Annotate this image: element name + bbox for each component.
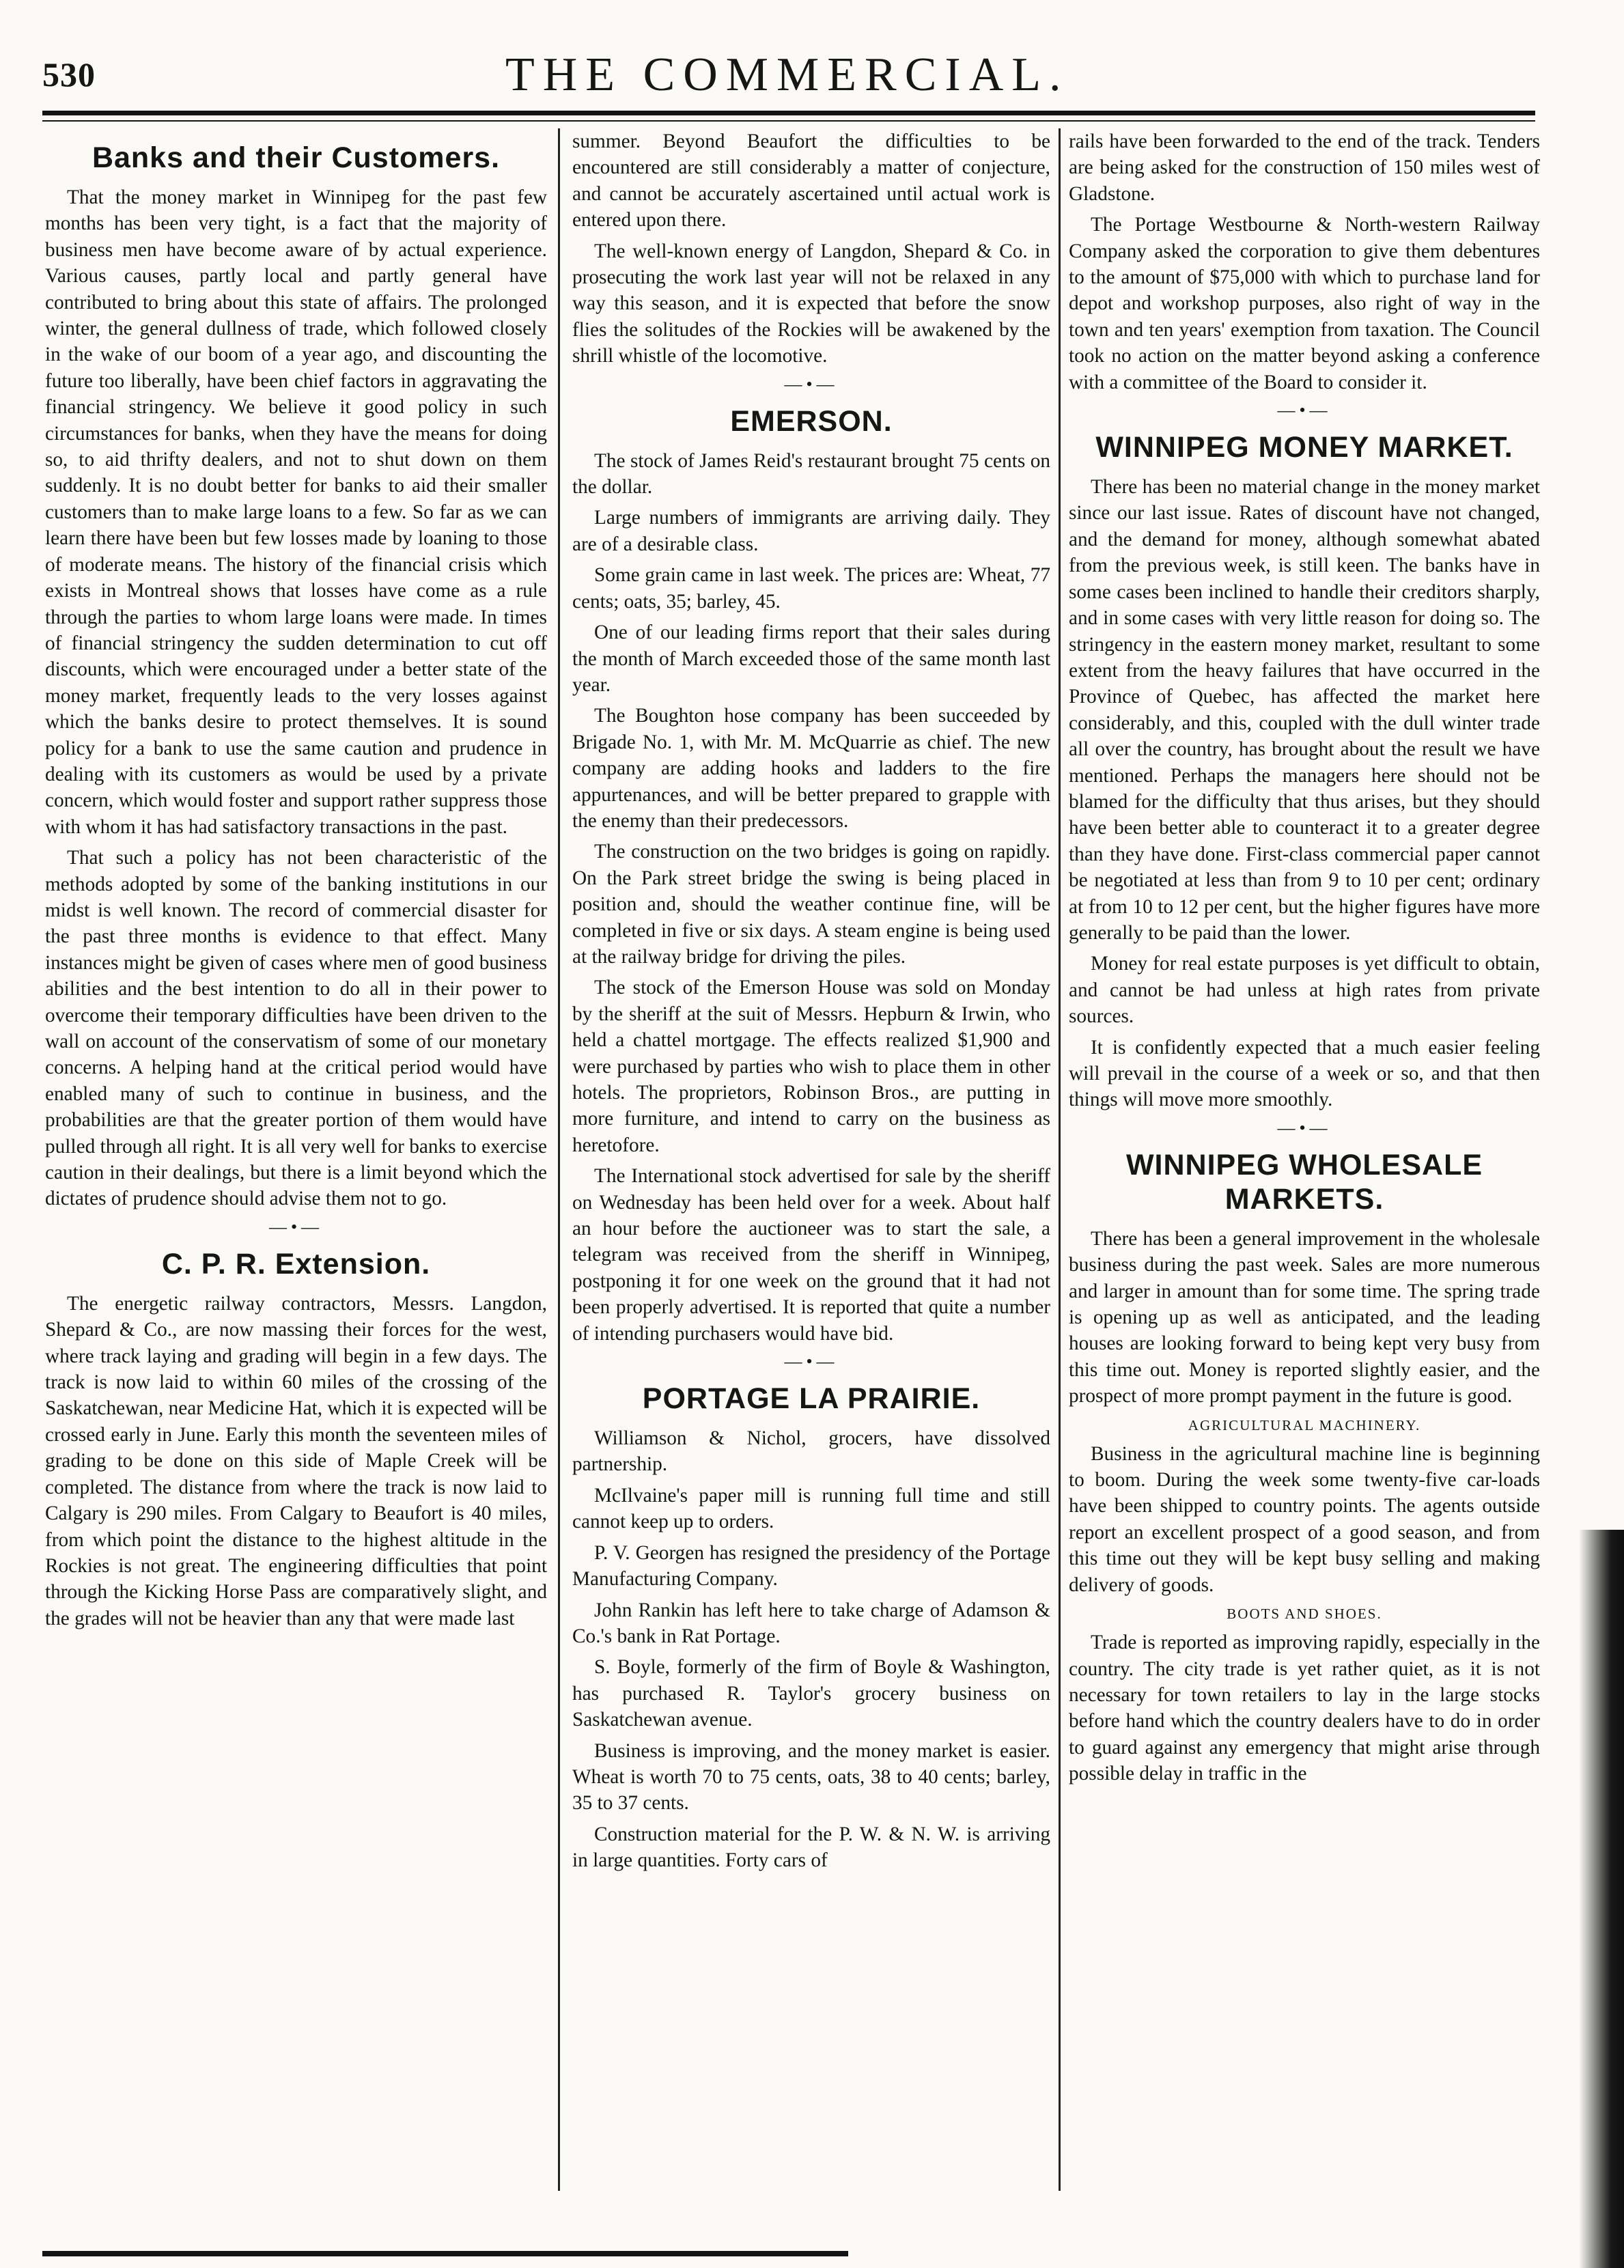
section-ornament: —•— [784,374,839,394]
section-ornament: —•— [784,1352,839,1372]
article-heading: C. P. R. Extension. [161,1247,431,1280]
continued-paragraph: summer. Beyond Beaufort the difficulties to be encountered are still considerably a matter of conjecture, and cannot be accurately ascertained until actual work is entered upon there. [572,130,1050,232]
paragraph: P. V. Georgen has resigned the presidency of the Portage Manufacturing Company. [572,1541,1050,1591]
masthead-title: THE COMMERCIAL. [505,48,1069,101]
paragraph: Construction material for the P. W. & N. W. is arriving in large quantities. Forty cars of [572,1823,1050,1872]
column-1 [45,128,547,2218]
paragraph: The stock of James Reid's restaurant brought 75 cents on the dollar. [572,449,1050,499]
paragraph: It is confidently expected that a much easier feeling will prevail in the course of a week or so, and that then things will move more smoothly. [1069,1036,1540,1111]
paragraph: John Rankin has left here to take charge of Adamson & Co.'s bank in Rat Portage. [572,1599,1050,1647]
page-number: 530 [42,55,96,94]
header-rule [42,111,1535,115]
column-3 [1069,128,1540,2218]
article-heading: Banks and their Customers. [92,141,501,174]
article-heading: WINNIPEG WHOLESALE MARKETS. [1125,1148,1483,1216]
continued-paragraph: rails have been forwarded to the end of the track. Tenders are being asked for the construction of 150 miles west of Gladstone. [1069,130,1540,205]
column-divider [558,128,560,2191]
section-ornament: —•— [1277,1117,1332,1138]
paragraph: Williamson & Nichol, grocers, have dissolved partnership. [572,1427,1050,1476]
paragraph: There has been a general improvement in the wholesale business during the past week. Sales are more numerous and larger in amount than for some time. The spring trade is opening up as well as anticipated, and the leading houses are looking forward to being kept very busy from this time out. Money is reported slightly easier, and the prospect of more prompt payment in the future is good. [1069,1227,1540,1408]
paragraph: There has been no material change in the money market since our last issue. Rates of discount have not changed, and the demand for money, although somewhat abated from the previous week, is still keen. The banks have in some cases been inclined to handle their creditors sharply, and in some cases with very little reason for doing so. The stringency in the eastern money market, resultant to some extent from the heavy failures that have occurred in the Province of Quebec, has affected the market here considerably, and this, coupled with the dull winter trade all over the country, has brought about the result we have mentioned. Perhaps the managers here should not be blamed for the difficulty that thus arises, but they should have been better able to counteract it to a greater degree than they have done. First-class commercial paper cannot be negotiated at less than from 9 to 10 per cent; ordinary at from 10 to 12 per cent, but the higher figures have more generally to be paid than the lower. [1069,476,1540,944]
footer-rule [42,2251,848,2256]
header-rule-thin [42,120,1535,122]
subsection-heading: AGRICULTURAL MACHINERY. [1188,1416,1421,1433]
paragraph: S. Boyle, formerly of the firm of Boyle & Washington, has purchased R. Taylor's grocery business on Saskatchewan avenue. [572,1656,1050,1731]
column-divider [1059,128,1061,2191]
paragraph: Large numbers of immigrants are arriving daily. They are of a desirable class. [572,507,1050,555]
section-ornament: —•— [1277,400,1332,421]
paragraph: The energetic railway contractors, Messrs. Langdon, Shepard & Co., are now massing their forces for the west, where track laying and grading will begin in a few days. The track is now laid to within 60 miles of the crossing of the Saskatchewan, near Medicine Hat, which it is expected will be crossed early in June. Early this month the seventeen miles of grading to be done on this side of Maple Creek will be completed. The distance from where the track is now laid to Calgary is 290 miles. From Calgary to Beaufort is 40 miles, from which point the distance to the highest altitude in the Rockies is not great. The engineering difficulties that point through the Kicking Horse Pass are comparatively slight, and the grades will not be heavier than any that were made last [45,1292,547,1629]
paragraph: One of our leading firms report that their sales during the month of March exceeded those of the same month last year. [572,621,1050,696]
paragraph: Money for real estate purposes is yet difficult to obtain, and cannot be had unless at high rates from private sources. [1069,953,1540,1028]
paragraph: That the money market in Winnipeg for the past few months has been very tight, is a fact that the majority of business men have become aware of by actual experience. Various causes, partly local and partly general have contributed to bring about this state of affairs. The prolonged winter, the general dullness of trade, which followed closely in the wake of our boom of a year ago, and discounting the future too liberally, have been chief factors in aggravating the financial stringency. We believe it good policy in such circumstances for banks, when they have the means for doing so, to aid thrifty dealers, and not to shut down on them suddenly. It is no doubt better for banks to aid their smaller customers than to make large loans to a few. So far as we can learn there have been but few losses made by loaning to those of moderate means. The history of the financial crisis which exists in Montreal shows that losses have come as a rule through the parties to whom large loans were made. In times of financial stringency the sudden determination to cut off discounts, which were encouraged under a better state of the money market, frequently leads to the very losses against which the banks desire to protect themselves. It is sound policy for a bank to use the same caution and prudence in dealing with its customers as would be used by a private concern, which would foster and support rather suppress those with whom it has had satisfactory transactions in the past. [45,186,547,838]
article-heading: EMERSON. [730,404,893,438]
article-heading: PORTAGE LA PRAIRIE. [642,1382,981,1416]
paragraph: McIlvaine's paper mill is running full time and still cannot keep up to orders. [572,1484,1050,1533]
paragraph: The Portage Westbourne & North-western Railway Company asked the corporation to give them debentures to the amount of $75,000 with which to purchase land for depot and workshop purposes, also right of way in the town and ten years' exemption from taxation. The Council took no action on the matter beyond asking a conference with a committee of the Board to consider it. [1069,214,1540,393]
paragraph: Trade is reported as improving rapidly, especially in the country. The city trade is yet rather quiet, as it is not necessary for town retailers to lay in the large stocks before hand which the country dealers have to do in order to guard against any emergency that might arise through possible delay in traffic in the [1069,1632,1540,1785]
subsection-heading: BOOTS AND SHOES. [1227,1606,1382,1623]
article-heading: WINNIPEG MONEY MARKET. [1095,431,1513,464]
paragraph: The International stock advertised for sale by the sheriff on Wednesday has been held over for a week. About half an hour before the auctioneer was to start the sale, a telegram was received from the sheriff in Winnipeg, postponing it for one week on the ground that it had not been properly advertised. It is reported that quite a number of intending purchasers would have bid. [572,1165,1050,1345]
paragraph: The Boughton hose company has been succeeded by Brigade No. 1, with Mr. M. McQuarrie as chief. The new company are adding hooks and ladders to the fire appurtenances, and will be better prepared to grapple with the enemy than their predecessors. [572,705,1050,832]
section-ornament: —•— [268,1216,324,1237]
paragraph: The stock of the Emerson House was sold on Monday by the sheriff at the suit of Messrs. Hepburn & Irwin, who held a chattel mortgage. The effects realized $1,900 and were purchased by parties who wish to place them in other hotels. The proprietors, Robinson Bros., are putting in more furniture, and intend to carry on the business as heretofore. [572,977,1050,1156]
paragraph: Business in the agricultural machine line is beginning to boom. During the week some twenty-five car-loads have been shipped to country points. The agents outside report an excellent prospect of a good season, and from this time out they will be kept busy selling and making delivery of goods. [1069,1442,1540,1596]
paragraph: Business is improving, and the money market is easier. Wheat is worth 70 to 75 cents, oats, 38 to 40 cents; barley, 35 to 37 cents. [572,1739,1050,1815]
paragraph: Some grain came in last week. The prices are: Wheat, 77 cents; oats, 35; barley, 45. [572,564,1050,613]
column-2 [572,128,1050,2218]
paragraph: That such a policy has not been characteristic of the methods adopted by some of the banking institutions in our midst is well known. The record of commercial disaster for the past three months is evidence to that effect. Many instances might be given of cases where men of good business abilities and the best intention to do all in their power to overcome their temporary difficulties have been driven to the wall on account of the conservatism of some of our monetary concerns. A helping hand at the critical period would have enabled many of such to continue in business, and the probabilities are that the greater portion of them would have pulled through all right. It is all very well for banks to exercise caution in their dealings, but there is a limit beyond which the dictates of prudence should advise them not to go. [45,847,547,1210]
paragraph: The construction on the two bridges is going on rapidly. On the Park street bridge the swing is being placed in position and, should the weather continue fine, will be completed in five or six days. A steam engine is being used at the railway bridge for driving the piles. [572,841,1050,968]
scan-edge-shadow [1579,1530,1624,2268]
paragraph: The well-known energy of Langdon, Shepard & Co. in prosecuting the work last year will not be relaxed in any way this season, and it is expected that before the snow flies the solitudes of the Rockies will be awakened by the shrill whistle of the locomotive. [572,240,1050,367]
